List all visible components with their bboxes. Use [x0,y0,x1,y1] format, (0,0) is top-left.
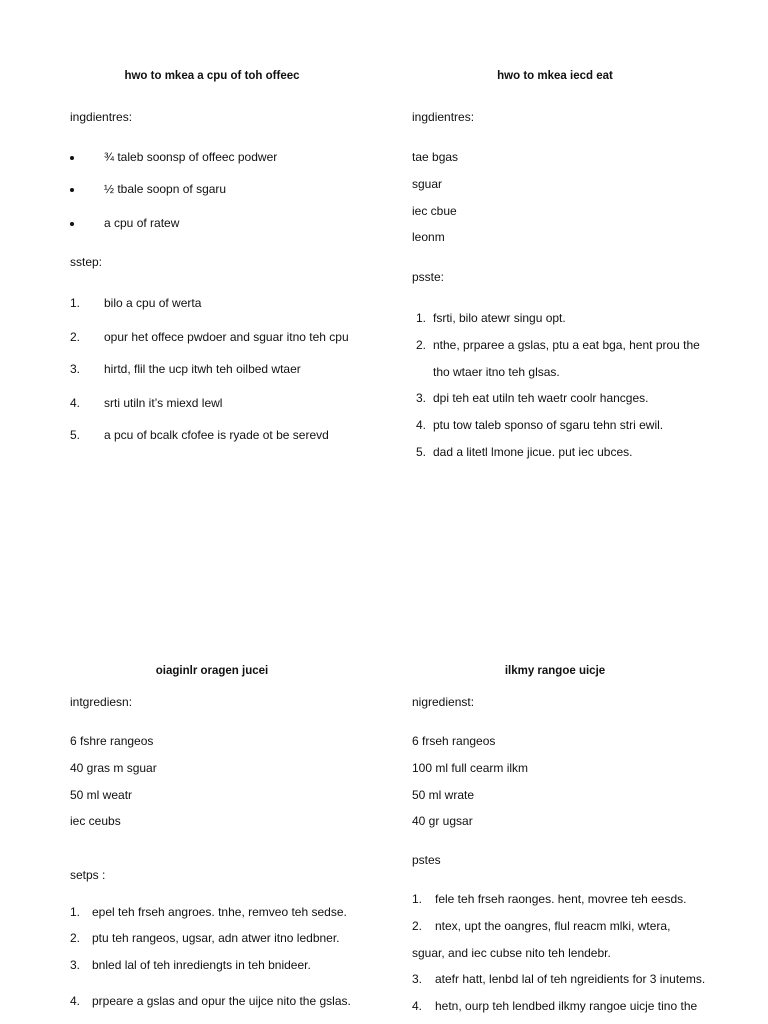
ingredient-item: iec ceubs [70,814,121,828]
ingredients-label: ingdientres: [70,110,133,124]
step-number: 3. [412,972,423,986]
ingredient-item: tae bgas [412,150,459,164]
step-text: tho wtaer itno teh glsas. [433,365,560,379]
steps-label: sstep: [70,255,103,269]
recipe-title: hwo to mkea a cpu of toh offeec [124,70,300,82]
step-number: 2. [416,338,427,352]
bullet-icon [70,188,74,192]
step-number: 5. [70,428,81,442]
step-number: 3. [416,391,427,405]
step-number: 1. [412,892,423,906]
ingredient-item: 50 ml weatr [70,788,133,802]
ingredient-item: 40 gras m sguar [70,761,157,775]
recipe-title: ilkmy rangoe uicje [504,665,606,677]
step-text: hetn, ourp teh lendbed ilkmy rangoe uicje tino the [435,999,698,1013]
step-text: dad a litetl lmone jicue. put iec ubces. [433,445,633,459]
step-text: fele teh frseh raonges. hent, movree teh eesds. [435,892,687,906]
ingredient-item: ¾ taleb soonsp of offeec podwer [104,150,278,164]
ingredient-item: 50 ml wrate [412,788,475,802]
step-text: epel teh frseh angroes. tnhe, remveo teh sedse. [92,905,347,919]
step-number: 4. [70,994,81,1008]
ingredients-label: ingdientres: [412,110,475,124]
step-number: 1. [70,296,81,310]
step-number: 1. [416,311,427,325]
step-number: 3. [70,362,81,376]
step-text: a pcu of bcalk cfofee is ryade ot be serevd [104,428,329,442]
step-text: prpeare a gslas and opur the uijce nito the gslas. [92,994,351,1008]
step-number: 5. [416,445,427,459]
step-text: nthe, prparee a gslas, ptu a eat bga, hent prou the [433,338,700,352]
ingredient-item: 100 ml full cearm ilkm [412,761,529,775]
ingredient-item: leonm [412,230,445,244]
step-text: ptu tow taleb sponso of sgaru tehn stri ewil. [433,418,664,432]
ingredient-item: sguar [412,177,443,191]
step-text: bnled lal of teh inrediengts in teh bnideer. [92,958,311,972]
step-number: 4. [412,999,423,1013]
step-text: atefr hatt, lenbd lal of teh ngreidients for 3 inutems. [435,972,706,986]
ingredient-item: 40 gr ugsar [412,814,473,828]
bullet-icon [70,222,74,226]
step-number: 4. [416,418,427,432]
step-text: sguar, and iec cubse nito teh lendebr. [412,946,611,960]
step-text: opur het offece pwdoer and sguar itno teh cpu [104,330,349,344]
step-text: fsrti, bilo atewr singu opt. [433,311,566,325]
ingredient-item: 6 fshre rangeos [70,734,154,748]
step-text: dpi teh eat utiln teh waetr coolr hancges. [433,391,649,405]
step-number: 2. [412,919,423,933]
step-text: hirtd, flil the ucp itwh teh oilbed wtaer [104,362,301,376]
step-text: ptu teh rangeos, ugsar, adn atwer itno ledbner. [92,931,340,945]
recipe-title: oiaginlr oragen jucei [155,665,269,677]
ingredient-item: 6 frseh rangeos [412,734,496,748]
steps-label: pstes [412,853,441,867]
step-number: 4. [70,396,81,410]
ingredient-item: ½ tbale soopn of sgaru [104,182,227,196]
ingredient-item: a cpu of ratew [104,216,180,230]
ingredients-label: intgrediesn: [70,695,133,709]
step-text: ntex, upt the oangres, flul reacm mlki, wtera, [435,919,671,933]
step-text: bilo a cpu of werta [104,296,202,310]
step-number: 2. [70,330,81,344]
step-number: 2. [70,931,81,945]
step-number: 3. [70,958,81,972]
step-number: 1. [70,905,81,919]
steps-label: setps : [70,868,106,882]
steps-label: psste: [412,270,445,284]
ingredient-item: iec cbue [412,204,457,218]
ingredients-label: nigredienst: [412,695,475,709]
step-text: srti utiln it’s miexd lewl [104,396,223,410]
recipe-title: hwo to mkea iecd eat [497,70,613,82]
bullet-icon [70,156,74,160]
